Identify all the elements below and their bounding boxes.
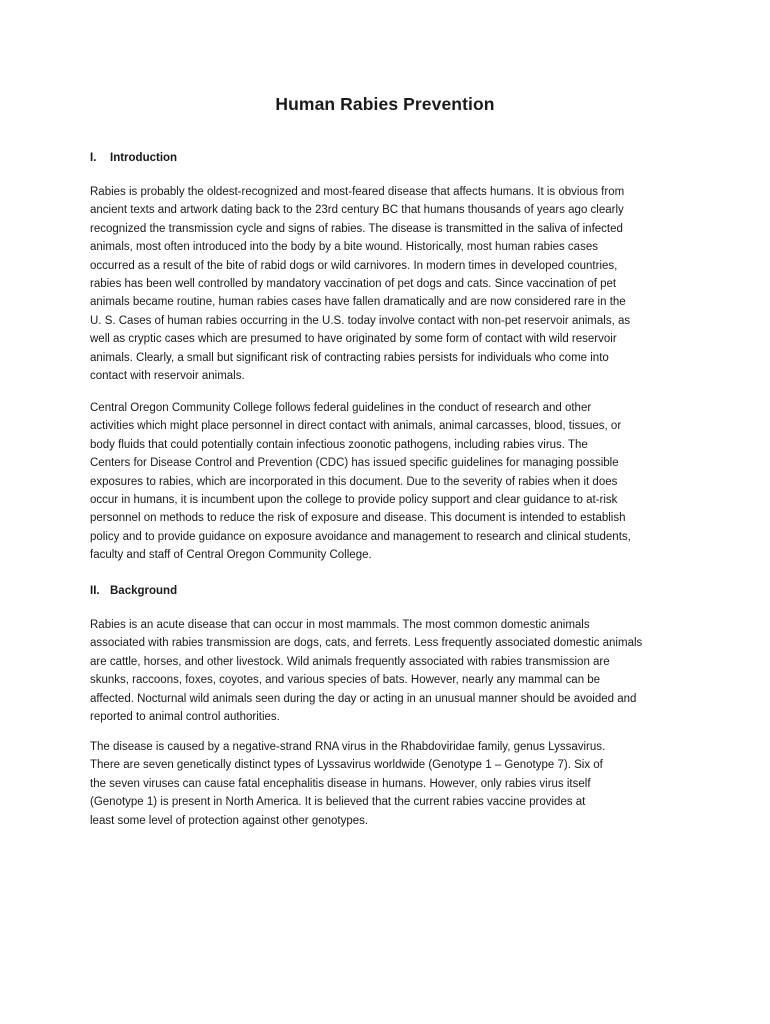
section-title: Background [110,585,178,597]
section-number: II. [90,585,100,597]
background-paragraph-2: The disease is caused by a negative-strand RNA virus in the Rhabdoviridae family, genus Lyssavirus. There are seven genetically distinct types of Lyssavirus worldwide (Genotype 1 – Genotype 7). Six of the seven viruses can cause fatal encephalitis disease in humans. However, only rabies virus itself (Genotype 1) is present in North America. It is believed that the current rabies vaccine provides at least some level of protection against other genotypes. [90,741,606,827]
background-paragraph-1: Rabies is an acute disease that can occur in most mammals. The most common domestic animals associated with rabies transmission are dogs, cats, and ferrets. Less frequently associated domestic animals are cattle, horses, and other livestock. Wild animals frequently associated with rabies transmission are skunks, raccoons, foxes, coyotes, and various species of bats. However, nearly any mammal can be affected. Nocturnal wild animals seen during the day or acting in an unusual manner should be avoided and reported to animal control authorities. [90,619,643,724]
section-heading-background [90,585,177,597]
introduction-paragraph-2: Central Oregon Community College follows federal guidelines in the conduct of research and other activities which might place personnel in direct contact with animals, animal carcasses, blood, tissues, or body fluids that could potentially contain infectious zoonotic pathogens, including rabies virus. The Centers for Disease Control and Prevention (CDC) has issued specific guidelines for managing possible exposures to rabies, which are incorporated in this document. Due to the severity of rabies when it does occur in humans, it is incumbent upon the college to provide policy support and clear guidance to at-risk personnel on methods to reduce the risk of exposure and disease. This document is intended to establish policy and to provide guidance on exposure avoidance and management to research and clinical students, faculty and staff of Central Oregon Community College. [90,402,631,562]
introduction-paragraph-1: Rabies is probably the oldest-recognized and most-feared disease that affects humans. It is obvious from ancient texts and artwork dating back to the 23rd century BC that humans thousands of years ago clearly recognized the transmission cycle and signs of rabies. The disease is transmitted in the saliva of infected animals, most often introduced into the body by a bite wound. Historically, most human rabies cases occurred as a result of the bite of rabid dogs or wild carnivores. In modern times in developed countries, rabies has been well controlled by mandatory vaccination of pet dogs and cats. Since vaccination of pet animals became routine, human rabies cases have fallen dramatically and are now considered rare in the U. S. Cases of human rabies occurring in the U.S. today involve contact with non-pet reservoir animals, as well as cryptic cases which are presumed to have originated by some form of contact with wild reservoir animals. Clearly, a small but significant risk of contracting rabies persists for individuals who come into contact with reservoir animals. [90,186,631,383]
section-title: Introduction [110,152,178,164]
section-heading-introduction [90,152,177,164]
section-number: I. [90,152,97,164]
document-title: Human Rabies Prevention [275,94,495,114]
